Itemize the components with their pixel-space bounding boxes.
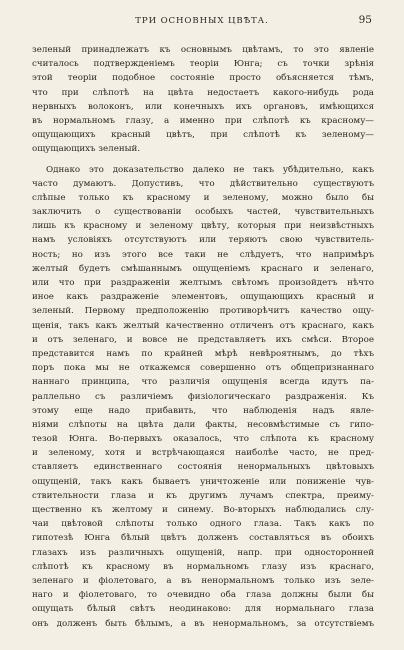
text-line: ощущающихъ красный цвѣтъ, при слѣпотѣ къ зеленому— xyxy=(32,130,374,141)
text-line: глазахъ изъ различныхъ ощущеній, напр. при односторонней xyxy=(32,547,374,558)
text-line: желтый будетъ смѣшаннымъ ощущеніемъ краснаго и зеленаго, xyxy=(32,263,374,274)
text-line: слѣпые только къ красному и зеленому, можно было бы xyxy=(32,192,374,203)
text-line: ставляетъ единственнаго состоянія ненормальныхъ цвѣтовыхъ xyxy=(32,462,374,473)
text-line: слѣпотѣ къ красному въ нормальномъ глазу изъ краснаго, xyxy=(32,561,374,572)
text-line: поръ пока мы не откажемся совершенно отъ общепризнаннаго xyxy=(32,363,374,374)
text-line: онъ долженъ быть бѣлымъ, а въ ненормальномъ, за отсутствіемъ xyxy=(32,618,374,629)
text-line: щенія, такъ какъ желтый качественно отличенъ отъ краснаго, какъ xyxy=(32,320,374,331)
text-line: тезой Юнга. Во-первыхъ оказалось, что слѣпота къ красному xyxy=(32,434,374,445)
text-line: представится намъ по крайней мѣрѣ невѣроятнымъ, до тѣхъ xyxy=(32,348,374,359)
page-number: 95 xyxy=(358,14,372,26)
text-line: ствительности глаза и къ другимъ лучамъ спектра, преиму- xyxy=(32,490,374,501)
text-line: нервныхъ волоконъ, или конечныхъ ихъ органовъ, имѣющихся xyxy=(32,101,374,112)
text-line: заключить о существованіи особыхъ частей, чувствительныхъ xyxy=(32,207,374,218)
text-line: ощущать бѣлый свѣтъ неодинаково: для нормальнаго глаза xyxy=(32,604,374,615)
text-line: наго и фіолетоваго, то очевидно оба глаза должны были бы xyxy=(32,590,374,601)
text-line: или что при раздраженіи желтымъ свѣтомъ произойдетъ нѣчто xyxy=(32,278,374,288)
text-line: этой теоріи подобное состояніе просто объясняется тѣмъ, xyxy=(32,73,374,84)
text-line: въ нормальномъ глазу, а именно при слѣпотѣ къ красному— xyxy=(32,115,374,126)
text-line: раллельно съ различіемъ физіологическаго раздраженія. Къ xyxy=(32,391,374,402)
text-line: иное какъ раздраженіе элементовъ, ощущающихъ красный и xyxy=(32,292,374,303)
text-line: ность; но изъ этого все таки не слѣдуетъ, что напримѣръ xyxy=(32,249,374,260)
text-line: зеленаго и фіолетоваго, а въ ненормальномъ только изъ зеле- xyxy=(32,575,374,586)
text-line: ощущающихъ зеленый. xyxy=(32,144,141,155)
text-line: зеленый принадлежатъ къ основнымъ цвѣтамъ, то это явленіе xyxy=(32,45,374,55)
text-line: гипотезѣ Юнга бѣлый цвѣтъ долженъ составляться въ обоихъ xyxy=(32,533,374,544)
text-line: лишь къ красному и зеленому цвѣту, которыя при неизвѣстныхъ xyxy=(32,221,374,232)
text-line: часто думаютъ. Допустивъ, что дѣйствительно существуютъ xyxy=(32,178,374,189)
text-line: ощущеній, такъ какъ бываетъ уничтоженіе или пониженіе чув- xyxy=(32,476,374,487)
text-line: и зеленому, хотя и встрѣчающаяся наиболѣе часто, не пред- xyxy=(32,448,374,459)
text-line: ніями слѣпоты на цвѣта дали факты, несовмѣстимые съ гипо- xyxy=(32,419,374,430)
text-line: Однако это доказательство далеко не такъ убѣдительно, какъ xyxy=(46,164,374,175)
text-line: зеленый. Первому предположенію противорѣчитъ качество ощу- xyxy=(32,306,374,317)
text-line: считалось подтвержденіемъ теоріи Юнга; съ точки зрѣнія xyxy=(32,59,374,70)
text-line: щественно къ желтому и синему. Во-вторыхъ наблюдались слу- xyxy=(32,505,374,515)
body-text xyxy=(32,43,374,631)
text-line: намъ условіяхъ отсутствуютъ или теряютъ свою чувствитель- xyxy=(32,235,374,246)
running-title: ТРИ ОСНОВНЫХ ЦВѢТА. xyxy=(135,16,269,26)
text-line: и отъ зеленаго, и вовсе не представляетъ ихъ смѣси. Второе xyxy=(32,334,374,345)
text-line: наннаго принципа, что различія ощущенія всегда идутъ па- xyxy=(32,377,374,388)
text-line: что при слѣпотѣ на цвѣта недостаетъ какого-нибудь рода xyxy=(32,87,374,98)
text-line: этому еще надо прибавить, что наблюденія надъ явле- xyxy=(32,405,374,416)
text-line: чаи цвѣтовой слѣпоты только одного глаза. Такъ какъ по xyxy=(32,519,374,530)
